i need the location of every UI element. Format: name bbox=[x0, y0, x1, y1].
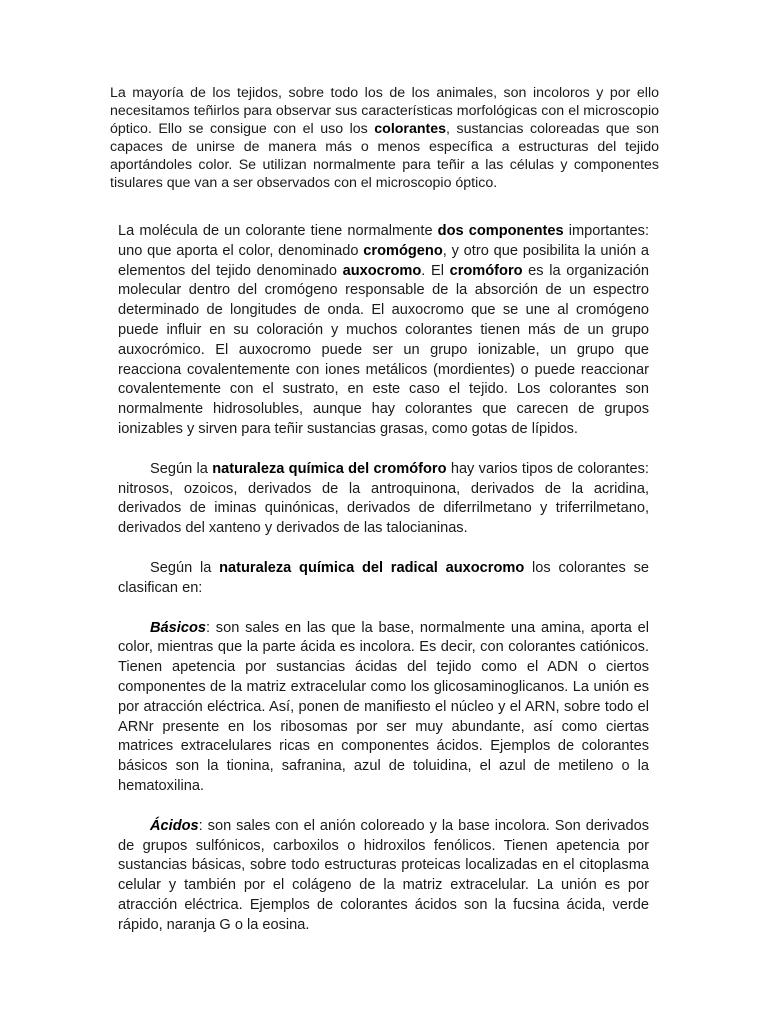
term-cromoforo: cromóforo bbox=[449, 262, 523, 279]
term-naturaleza-cromoforo: naturaleza química del cromóforo bbox=[212, 460, 447, 477]
p5-text-1: : son sales con el anión coloreado y la base incolora. Son derivados de grupos sulfónicos, carboxilos o hidroxilos fenólicos. Tienen apetencia por sustancias básicas, sobre todo estructuras proteicas localizadas en el citoplasma celular y también por el colágeno de la matriz extracelular. La unión es por atracción eléctrica. Ejemplos de colorantes ácidos son la fucsina ácida, verde rápido, naranja G o la eosina. bbox=[118, 817, 649, 933]
p2-text-1: Según la bbox=[150, 460, 213, 477]
paragraph-auxocromo-classification bbox=[118, 559, 649, 599]
term-naturaleza-auxocromo: naturaleza química del radical auxocromo bbox=[219, 559, 525, 576]
intro-text-1: La mayoría de los tejidos, sobre todo los de los animales, son incoloros y por ello necesitamos teñirlos para observar sus características morfológicas con el microscopio óptico. Ello se consigue con el uso los bbox=[110, 85, 659, 137]
paragraph-cromoforo-types bbox=[118, 460, 649, 539]
paragraph-components bbox=[118, 222, 649, 440]
term-dos-componentes: dos componentes bbox=[437, 223, 564, 239]
p1-text-2: importantes: uno que aporta el color, denominado bbox=[118, 223, 649, 259]
term-colorantes: colorantes bbox=[374, 121, 447, 137]
intro-text-2: , sustancias coloreadas que son capaces de unirse de manera más o menos específica a estructuras del tejido aportándoles color. Se utilizan normalmente para teñir a las células y componentes tisulares que van a ser observados con el microscopio óptico. bbox=[110, 121, 659, 191]
p1-text-3: , y otro que posibilita la unión a elementos del tejido denominado bbox=[118, 242, 649, 279]
p3-text-2: los colorantes se clasifican en: bbox=[118, 559, 649, 596]
p3-text-1: Según la bbox=[150, 559, 220, 576]
paragraph-acidos bbox=[118, 817, 649, 936]
term-auxocromo: auxocromo bbox=[342, 262, 422, 279]
body-text-block bbox=[118, 222, 649, 956]
paragraph-basicos bbox=[118, 619, 649, 797]
p1-text-5: es la organización molecular dentro del cromógeno responsable de la absorción de un espectro determinado de longitudes de onda. El auxocromo que se une al cromógeno puede influir en su coloración y muchos colorantes tienen más de un grupo auxocrómico. El auxocromo puede ser un grupo ionizable, un grupo que reacciona covalentemente con iones metálicos (mordientes) o puede reaccionar covalentemente con el sustrato, en este caso el tejido. Los colorantes son normalmente hidrosolubles, aunque hay colorantes que carecen de grupos ionizables y sirven para teñir sustancias grasas, como gotas de lípidos. bbox=[118, 262, 649, 437]
p4-text-1: : son sales en las que la base, normalmente una amina, aporta el color, mientras que la parte ácida es incolora. Es decir, con colorantes catiónicos. Tienen apetencia por sustancias ácidas del tejido como el ADN o ciertos componentes de la matriz extracelular como los glicosaminoglicanos. La unión es por atracción eléctrica. Así, ponen de manifiesto el núcleo y el ARN, sobre todo el ARNr presente en los ribosomas por ser muy abundante, así como ciertas matrices extracelulares ricas en componentes ácidos. Ejemplos de colorantes básicos son la tionina, safranina, azul de toluidina, el azul de metileno o la hematoxilina. bbox=[118, 619, 649, 794]
p2-text-2: hay varios tipos de colorantes: nitrosos, ozoicos, derivados de la antroquinona, derivados de la acridina, derivados de iminas quinónicas, derivados de diferrilmetano y triferrilmetano, derivados del xanteno y derivados de las talocianinas. bbox=[118, 460, 649, 537]
p1-text-4: . El bbox=[421, 262, 450, 279]
intro-paragraph bbox=[110, 84, 659, 192]
p1-text-1: La molécula de un colorante tiene normalmente bbox=[118, 223, 438, 239]
term-acidos: Ácidos bbox=[150, 817, 199, 834]
term-basicos: Básicos bbox=[150, 619, 206, 636]
term-cromogeno: cromógeno bbox=[363, 242, 443, 259]
